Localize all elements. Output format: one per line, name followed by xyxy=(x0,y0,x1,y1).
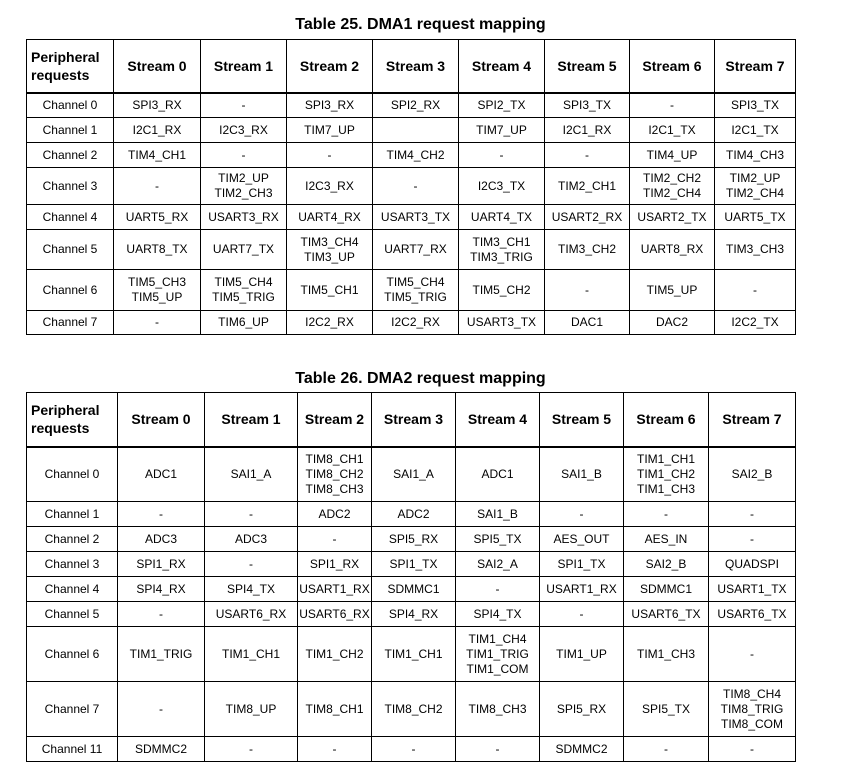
request-cell: TIM8_CH4 TIM8_TRIG TIM8_COM xyxy=(709,682,796,737)
table-row xyxy=(27,311,796,335)
channel-label: Channel 7 xyxy=(27,682,118,737)
request-cell: - xyxy=(545,270,630,311)
request-cell: - xyxy=(205,737,298,762)
request-cell: TIM2_CH2 TIM2_CH4 xyxy=(630,168,715,205)
request-cell: USART1_TX xyxy=(709,577,796,602)
stream-1-header: Stream 1 xyxy=(201,40,287,93)
request-cell: TIM6_UP xyxy=(201,311,287,335)
stream-4-header: Stream 4 xyxy=(456,393,540,447)
request-cell: USART6_RX xyxy=(205,602,298,627)
request-cell: TIM1_CH2 xyxy=(298,627,372,682)
request-cell: USART1_RX xyxy=(540,577,624,602)
request-cell: SAI2_B xyxy=(709,447,796,502)
request-cell: - xyxy=(114,311,201,335)
request-cell: SPI3_TX xyxy=(545,93,630,118)
request-cell: SPI4_RX xyxy=(372,602,456,627)
request-cell: - xyxy=(715,270,796,311)
request-cell: SAI1_B xyxy=(456,502,540,527)
request-cell: - xyxy=(630,93,715,118)
stream-5-header: Stream 5 xyxy=(545,40,630,93)
request-cell: SAI1_A xyxy=(372,447,456,502)
request-cell: ADC2 xyxy=(298,502,372,527)
channel-label: Channel 1 xyxy=(27,118,114,143)
request-cell: TIM4_UP xyxy=(630,143,715,168)
stream-3-header: Stream 3 xyxy=(373,40,459,93)
request-cell: TIM8_CH1 TIM8_CH2 TIM8_CH3 xyxy=(298,447,372,502)
stream-3-header: Stream 3 xyxy=(372,393,456,447)
request-cell: UART7_RX xyxy=(373,230,459,270)
request-cell: SDMMC1 xyxy=(624,577,709,602)
request-cell: DAC2 xyxy=(630,311,715,335)
request-cell: I2C1_RX xyxy=(545,118,630,143)
request-cell: SAI2_B xyxy=(624,552,709,577)
dma1-request-mapping-table xyxy=(26,39,796,335)
request-cell: SPI5_TX xyxy=(624,682,709,737)
peripheral-requests-header: Peripheral requests xyxy=(27,40,114,93)
request-cell: SPI2_TX xyxy=(459,93,545,118)
request-cell: SPI4_TX xyxy=(456,602,540,627)
request-cell: TIM4_CH1 xyxy=(114,143,201,168)
channel-label: Channel 4 xyxy=(27,577,118,602)
table-row xyxy=(27,118,796,143)
stream-6-header: Stream 6 xyxy=(630,40,715,93)
stream-4-header: Stream 4 xyxy=(459,40,545,93)
request-cell: - xyxy=(114,168,201,205)
request-cell: - xyxy=(456,577,540,602)
request-cell: TIM5_CH3 TIM5_UP xyxy=(114,270,201,311)
request-cell: USART2_RX xyxy=(545,205,630,230)
channel-label: Channel 0 xyxy=(27,447,118,502)
request-cell: - xyxy=(205,502,298,527)
request-cell: USART3_TX xyxy=(459,311,545,335)
channel-label: Channel 11 xyxy=(27,737,118,762)
channel-label: Channel 5 xyxy=(27,230,114,270)
stream-7-header: Stream 7 xyxy=(715,40,796,93)
request-cell: TIM8_UP xyxy=(205,682,298,737)
request-cell: TIM3_CH1 TIM3_TRIG xyxy=(459,230,545,270)
request-cell: USART6_RX xyxy=(298,602,372,627)
request-cell: - xyxy=(201,93,287,118)
request-cell: I2C1_TX xyxy=(715,118,796,143)
request-cell: SDMMC2 xyxy=(118,737,205,762)
request-cell: TIM3_CH2 xyxy=(545,230,630,270)
request-cell: SDMMC1 xyxy=(372,577,456,602)
request-cell: UART7_TX xyxy=(201,230,287,270)
request-cell: SAI2_A xyxy=(456,552,540,577)
request-cell: TIM2_CH1 xyxy=(545,168,630,205)
request-cell: USART3_TX xyxy=(373,205,459,230)
request-cell: I2C2_RX xyxy=(287,311,373,335)
request-cell: SPI1_RX xyxy=(298,552,372,577)
request-cell: SPI1_RX xyxy=(118,552,205,577)
header-row xyxy=(27,393,796,447)
request-cell: SPI5_RX xyxy=(540,682,624,737)
request-cell: - xyxy=(456,737,540,762)
channel-label: Channel 3 xyxy=(27,552,118,577)
table-row xyxy=(27,577,796,602)
stream-5-header: Stream 5 xyxy=(540,393,624,447)
request-cell: TIM4_CH2 xyxy=(373,143,459,168)
request-cell: TIM8_CH3 xyxy=(456,682,540,737)
request-cell: TIM1_CH3 xyxy=(624,627,709,682)
request-cell: SAI1_A xyxy=(205,447,298,502)
request-cell: UART4_RX xyxy=(287,205,373,230)
request-cell: I2C1_RX xyxy=(114,118,201,143)
stream-1-header: Stream 1 xyxy=(205,393,298,447)
request-cell: - xyxy=(540,602,624,627)
request-cell: I2C1_TX xyxy=(630,118,715,143)
request-cell: - xyxy=(540,502,624,527)
request-cell: AES_OUT xyxy=(540,527,624,552)
request-cell: - xyxy=(709,627,796,682)
request-cell: - xyxy=(298,527,372,552)
request-cell: TIM1_CH1 TIM1_CH2 TIM1_CH3 xyxy=(624,447,709,502)
request-cell: SPI4_RX xyxy=(118,577,205,602)
request-cell: SPI4_TX xyxy=(205,577,298,602)
request-cell: DAC1 xyxy=(545,311,630,335)
request-cell: USART6_TX xyxy=(709,602,796,627)
stream-2-header: Stream 2 xyxy=(287,40,373,93)
request-cell: - xyxy=(709,737,796,762)
header-row xyxy=(27,40,796,93)
request-cell: I2C3_RX xyxy=(201,118,287,143)
request-cell: - xyxy=(372,737,456,762)
request-cell: SPI1_TX xyxy=(540,552,624,577)
table-row xyxy=(27,447,796,502)
table-row xyxy=(27,627,796,682)
request-cell: - xyxy=(118,682,205,737)
request-cell: TIM5_UP xyxy=(630,270,715,311)
request-cell: TIM2_UP TIM2_CH3 xyxy=(201,168,287,205)
request-cell: TIM1_UP xyxy=(540,627,624,682)
request-cell: UART5_RX xyxy=(114,205,201,230)
channel-label: Channel 2 xyxy=(27,527,118,552)
request-cell: TIM2_UP TIM2_CH4 xyxy=(715,168,796,205)
stream-6-header: Stream 6 xyxy=(624,393,709,447)
table-row xyxy=(27,527,796,552)
dma2-request-mapping-table xyxy=(26,392,796,762)
request-cell: TIM5_CH4 TIM5_TRIG xyxy=(201,270,287,311)
request-cell: SPI3_TX xyxy=(715,93,796,118)
request-cell: UART8_TX xyxy=(114,230,201,270)
request-cell: TIM1_TRIG xyxy=(118,627,205,682)
request-cell: - xyxy=(545,143,630,168)
table-row xyxy=(27,502,796,527)
stream-0-header: Stream 0 xyxy=(114,40,201,93)
table-row xyxy=(27,737,796,762)
request-cell: - xyxy=(118,602,205,627)
request-cell: TIM5_CH2 xyxy=(459,270,545,311)
request-cell: - xyxy=(205,552,298,577)
request-cell: SPI5_RX xyxy=(372,527,456,552)
request-cell: - xyxy=(373,168,459,205)
stream-0-header: Stream 0 xyxy=(118,393,205,447)
table-row xyxy=(27,602,796,627)
request-cell: - xyxy=(709,502,796,527)
channel-label: Channel 3 xyxy=(27,168,114,205)
request-cell: I2C3_TX xyxy=(459,168,545,205)
request-cell: USART2_TX xyxy=(630,205,715,230)
channel-label: Channel 5 xyxy=(27,602,118,627)
request-cell: TIM1_CH1 xyxy=(372,627,456,682)
table-row xyxy=(27,143,796,168)
channel-label: Channel 7 xyxy=(27,311,114,335)
table-row xyxy=(27,682,796,737)
request-cell: TIM7_UP xyxy=(459,118,545,143)
request-cell: ADC3 xyxy=(205,527,298,552)
table-26-caption: Table 26. DMA2 request mapping xyxy=(295,370,546,387)
request-cell: ADC1 xyxy=(456,447,540,502)
channel-label: Channel 0 xyxy=(27,93,114,118)
channel-label: Channel 1 xyxy=(27,502,118,527)
table-row xyxy=(27,230,796,270)
request-cell: UART4_TX xyxy=(459,205,545,230)
table-row xyxy=(27,93,796,118)
request-cell: UART8_RX xyxy=(630,230,715,270)
table-row xyxy=(27,168,796,205)
request-cell xyxy=(373,118,459,143)
request-cell: TIM8_CH1 xyxy=(298,682,372,737)
request-cell: ADC1 xyxy=(118,447,205,502)
request-cell: TIM5_CH1 xyxy=(287,270,373,311)
request-cell: TIM7_UP xyxy=(287,118,373,143)
request-cell: TIM3_CH4 TIM3_UP xyxy=(287,230,373,270)
stream-7-header: Stream 7 xyxy=(709,393,796,447)
request-cell: - xyxy=(118,502,205,527)
request-cell: SAI1_B xyxy=(540,447,624,502)
request-cell: SPI1_TX xyxy=(372,552,456,577)
request-cell: USART3_RX xyxy=(201,205,287,230)
channel-label: Channel 6 xyxy=(27,627,118,682)
stream-2-header: Stream 2 xyxy=(298,393,372,447)
request-cell: - xyxy=(709,527,796,552)
request-cell: SPI5_TX xyxy=(456,527,540,552)
channel-label: Channel 2 xyxy=(27,143,114,168)
request-cell: I2C2_TX xyxy=(715,311,796,335)
request-cell: SDMMC2 xyxy=(540,737,624,762)
request-cell: I2C3_RX xyxy=(287,168,373,205)
request-cell: ADC3 xyxy=(118,527,205,552)
request-cell: - xyxy=(287,143,373,168)
request-cell: TIM4_CH3 xyxy=(715,143,796,168)
request-cell: - xyxy=(201,143,287,168)
request-cell: - xyxy=(624,502,709,527)
table-row xyxy=(27,552,796,577)
request-cell: TIM8_CH2 xyxy=(372,682,456,737)
request-cell: - xyxy=(624,737,709,762)
request-cell: TIM5_CH4 TIM5_TRIG xyxy=(373,270,459,311)
request-cell: - xyxy=(298,737,372,762)
table-row xyxy=(27,270,796,311)
table-row xyxy=(27,205,796,230)
request-cell: TIM3_CH3 xyxy=(715,230,796,270)
request-cell: UART5_TX xyxy=(715,205,796,230)
request-cell: TIM1_CH1 xyxy=(205,627,298,682)
request-cell: - xyxy=(459,143,545,168)
request-cell: SPI2_RX xyxy=(373,93,459,118)
request-cell: AES_IN xyxy=(624,527,709,552)
channel-label: Channel 4 xyxy=(27,205,114,230)
request-cell: USART6_TX xyxy=(624,602,709,627)
request-cell: I2C2_RX xyxy=(373,311,459,335)
request-cell: QUADSPI xyxy=(709,552,796,577)
table-25-caption: Table 25. DMA1 request mapping xyxy=(295,16,546,33)
peripheral-requests-header: Peripheral requests xyxy=(27,393,118,447)
request-cell: TIM1_CH4 TIM1_TRIG TIM1_COM xyxy=(456,627,540,682)
request-cell: SPI3_RX xyxy=(287,93,373,118)
request-cell: ADC2 xyxy=(372,502,456,527)
request-cell: SPI3_RX xyxy=(114,93,201,118)
channel-label: Channel 6 xyxy=(27,270,114,311)
request-cell: USART1_RX xyxy=(298,577,372,602)
